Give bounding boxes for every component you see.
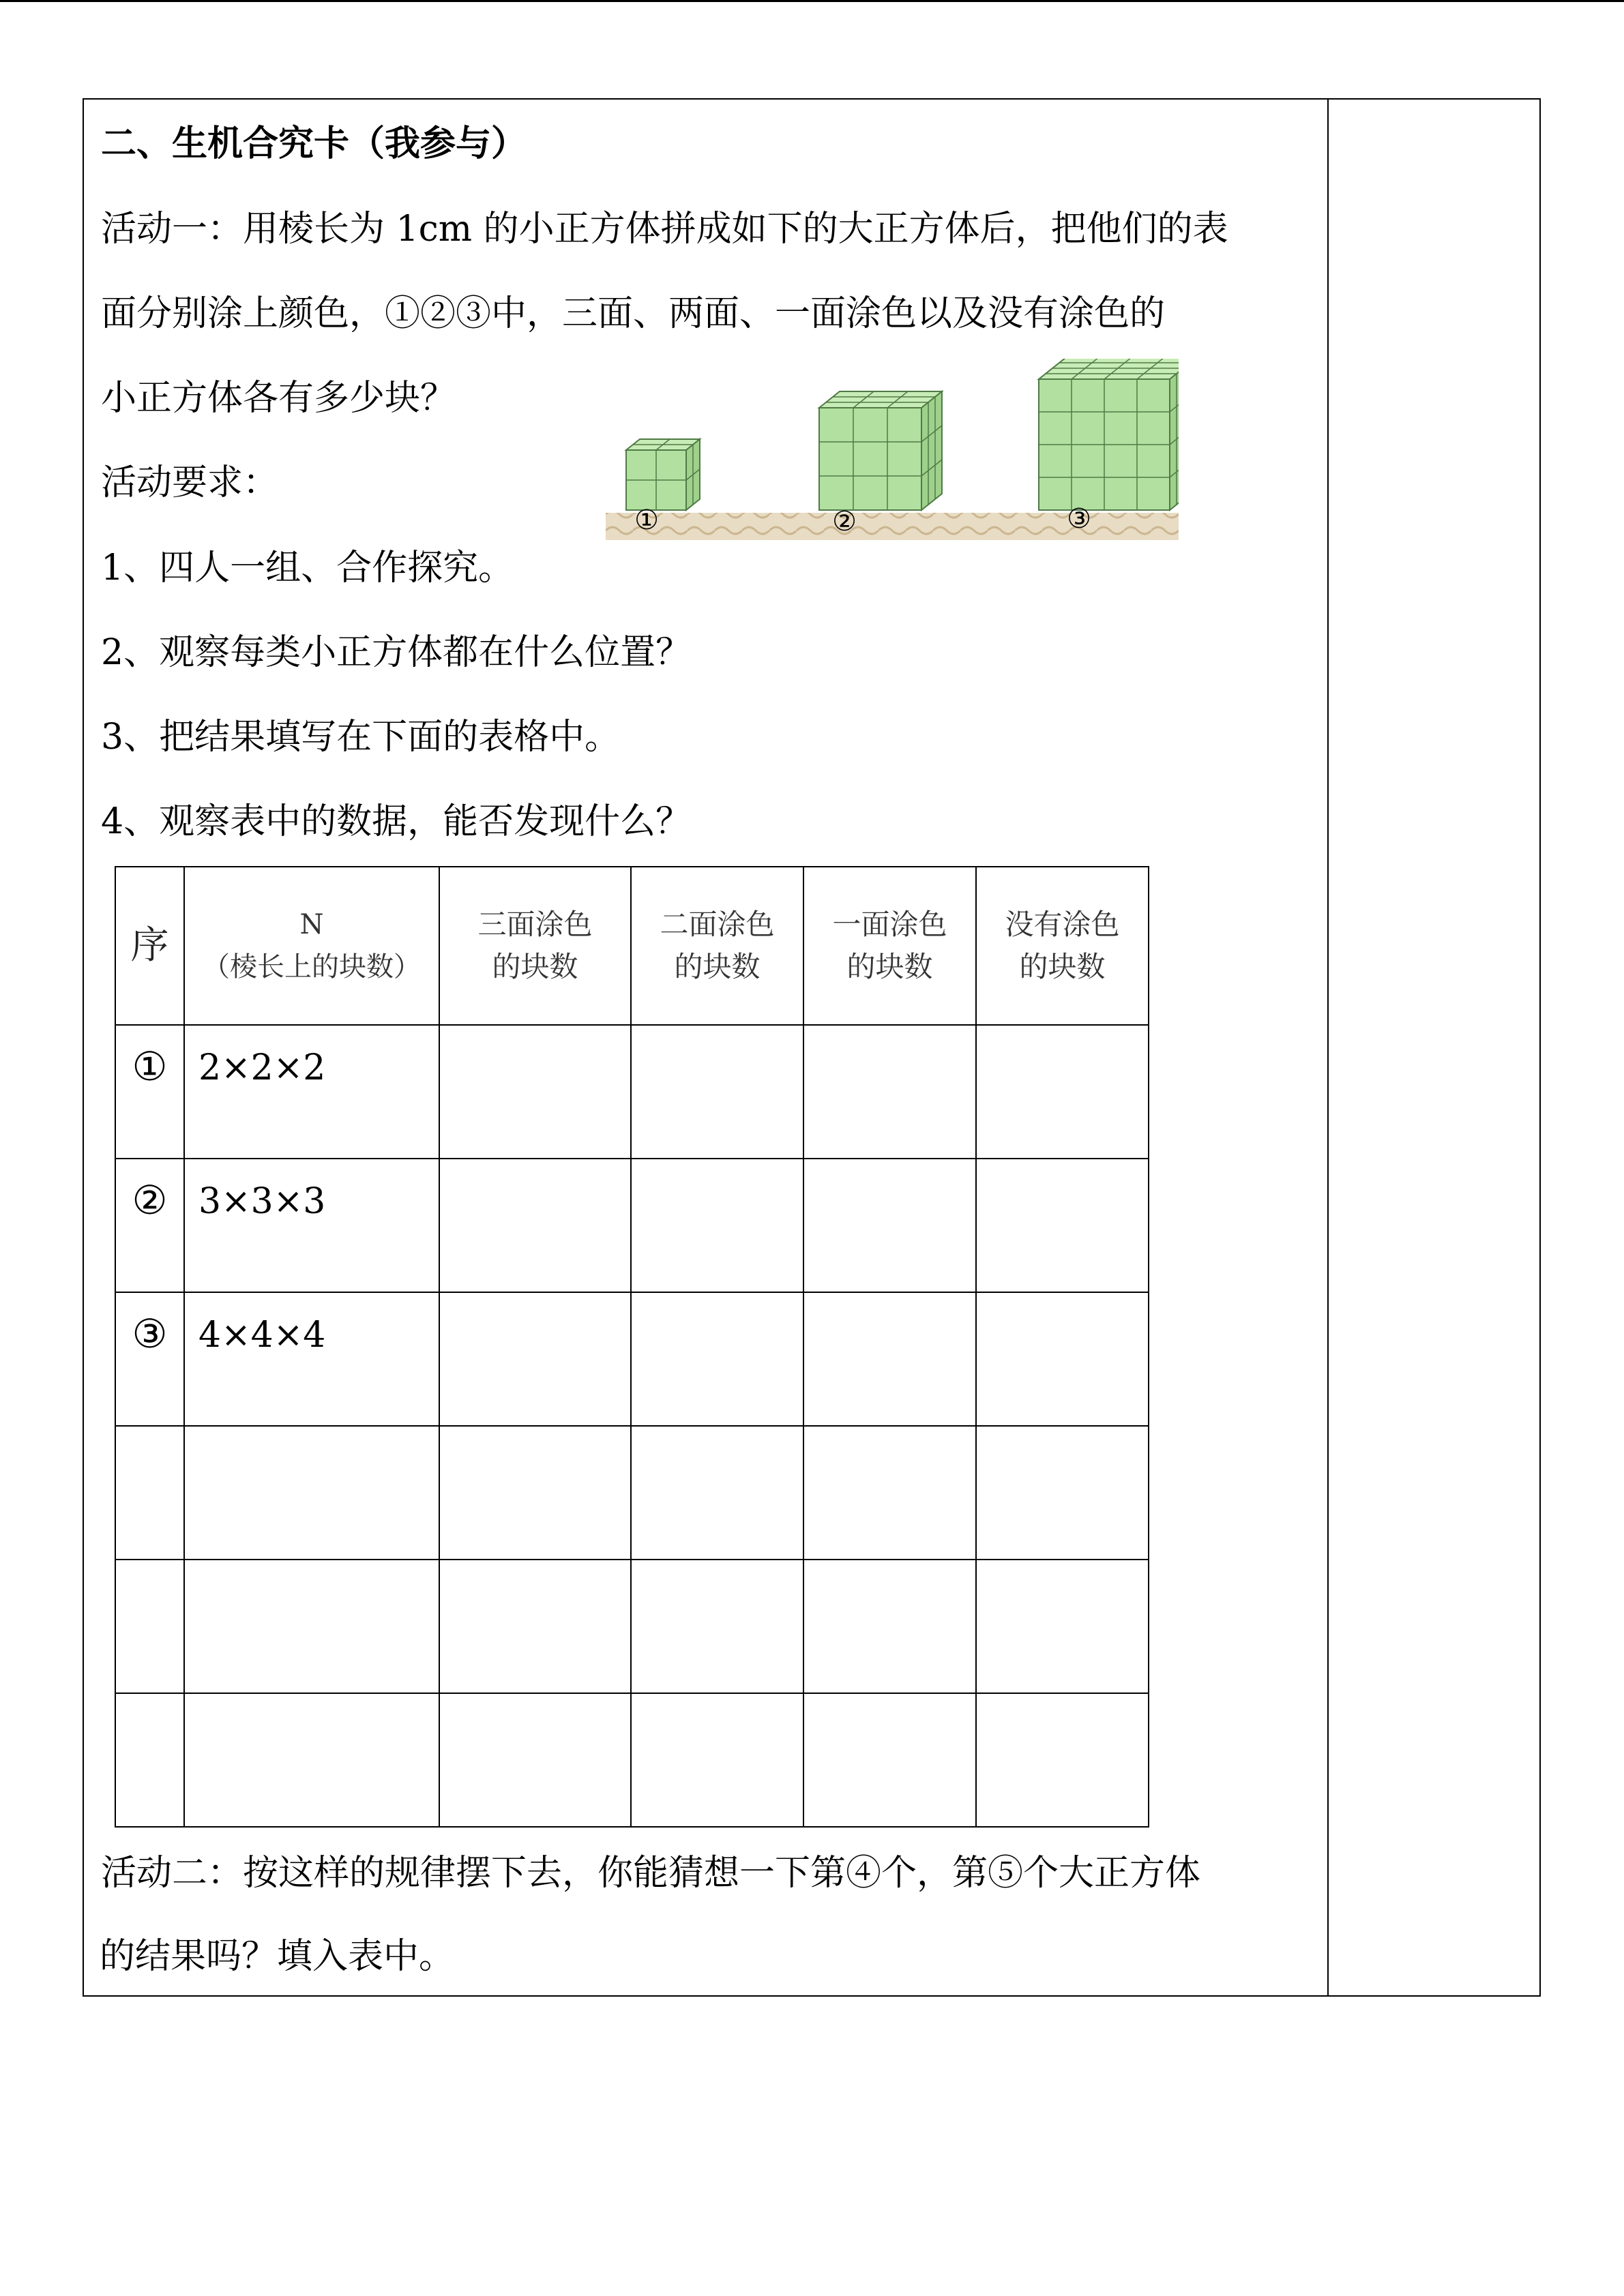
worksheet-frame [83,98,1541,1997]
answer-cell[interactable] [803,1560,976,1693]
answer-cell[interactable] [976,1693,1149,1827]
answer-cell[interactable] [439,1693,631,1827]
answer-cell[interactable] [803,1693,976,1827]
top-border-line [0,0,1624,2]
header-n [184,867,439,1025]
table-row [115,1693,1149,1827]
answer-cell[interactable] [803,1426,976,1560]
table-header-row [115,867,1149,1025]
requirement-item-4: 4、观察表中的数据，能否发现什么？ [101,801,692,842]
big-cube-2-side [921,391,942,510]
answer-cell[interactable] [976,1292,1149,1426]
row-seq: ③ [115,1292,184,1426]
header-two-faces [631,867,803,1025]
row-n[interactable] [184,1560,439,1693]
row-seq: ① [115,1025,184,1159]
activity2-line2: 的结果吗？填入表中。 [100,1936,455,1977]
header-three-faces-line2: 的块数 [492,950,578,983]
requirements-title: 活动要求： [101,462,279,503]
answer-cell[interactable] [439,1292,631,1426]
header-one-face-line2: 的块数 [846,950,933,983]
answer-cell[interactable] [439,1560,631,1693]
row-n[interactable] [184,1426,439,1560]
header-two-faces-line2: 的块数 [674,950,761,983]
row-seq[interactable] [115,1693,184,1827]
row-seq[interactable] [115,1560,184,1693]
requirement-item-3: 3、把结果填写在下面的表格中。 [101,717,621,758]
answer-cell[interactable] [976,1025,1149,1159]
header-no-face-line2: 的块数 [1019,950,1106,983]
big-cube-3-side [1170,359,1179,510]
answer-cell[interactable] [803,1159,976,1292]
cube-label-2: ② [832,506,857,537]
requirement-item-2: 2、观察每类小正方体都在什么位置？ [101,632,692,673]
row-n: 4×4×4 [184,1292,439,1426]
header-n-line2: （棱长上的块数） [203,951,421,983]
right-column-divider [1327,100,1329,1995]
cube-label-3: ③ [1067,503,1091,535]
results-table [115,866,1149,1828]
activity2-line1: 活动二：按这样的规律摆下去，你能猜想一下第④个，第⑤个大正方体 [101,1853,1201,1894]
answer-cell[interactable] [976,1426,1149,1560]
header-one-face [803,867,976,1025]
table-row [115,1292,1149,1426]
answer-cell[interactable] [439,1159,631,1292]
header-two-faces-line1: 二面涂色 [660,908,775,941]
section-title: 二、生机合究卡（我参与） [101,123,527,164]
requirement-item-1: 1、四人一组、合作探究。 [101,548,514,588]
header-n-line1: N [299,909,324,940]
answer-cell[interactable] [631,1560,803,1693]
activity1-line2: 面分别涂上颜色，①②③中，三面、两面、一面涂色以及没有涂色的 [101,293,1166,334]
header-seq: 序 [115,867,184,1025]
table-row [115,1426,1149,1560]
answer-cell[interactable] [976,1159,1149,1292]
row-seq: ② [115,1159,184,1292]
table-row [115,1560,1149,1693]
big-cube-2-front [819,408,921,510]
row-seq[interactable] [115,1426,184,1560]
answer-cell[interactable] [631,1292,803,1426]
cubes-figure [606,359,1179,543]
header-no-face-line1: 没有涂色 [1005,908,1120,941]
row-n: 3×3×3 [184,1159,439,1292]
row-n[interactable] [184,1693,439,1827]
answer-cell[interactable] [439,1426,631,1560]
activity1-line1: 活动一：用棱长为 1cm 的小正方体拼成如下的大正方体后，把他们的表 [101,209,1228,250]
shelf-base [606,513,1179,540]
table-row [115,1159,1149,1292]
answer-cell[interactable] [803,1025,976,1159]
answer-cell[interactable] [976,1560,1149,1693]
cube-label-1: ① [634,505,659,536]
header-one-face-line1: 一面涂色 [832,908,947,941]
table-row [115,1025,1149,1159]
row-n: 2×2×2 [184,1025,439,1159]
answer-cell[interactable] [631,1025,803,1159]
header-three-faces-line1: 三面涂色 [477,908,593,941]
answer-cell[interactable] [631,1693,803,1827]
answer-cell[interactable] [631,1426,803,1560]
header-three-faces [439,867,631,1025]
answer-cell[interactable] [631,1159,803,1292]
answer-cell[interactable] [803,1292,976,1426]
header-no-face [976,867,1149,1025]
answer-cell[interactable] [439,1025,631,1159]
activity1-line3: 小正方体各有多少块？ [101,378,456,419]
